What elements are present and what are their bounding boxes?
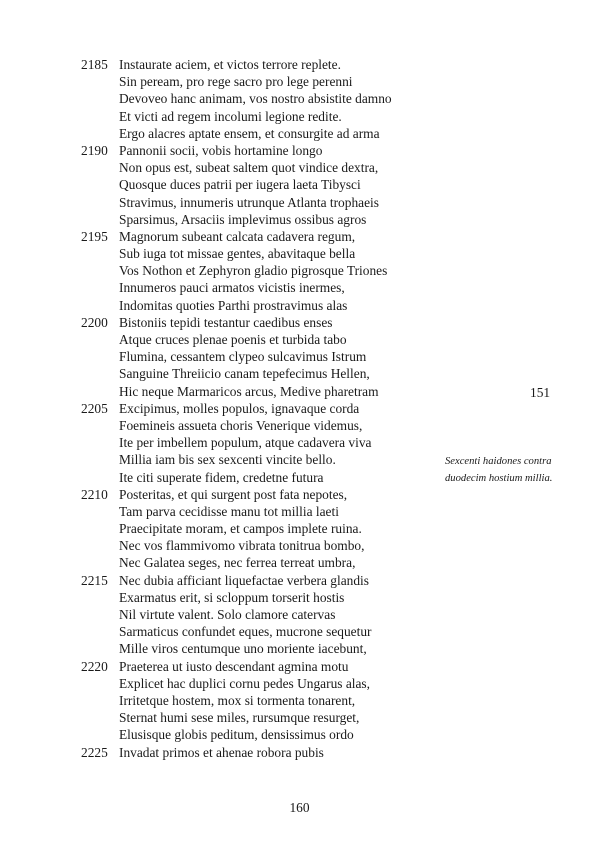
line-number: 2220 (81, 658, 108, 674)
verse-text: Sternat humi sese miles, rursumque resurget, (119, 710, 360, 726)
verse-block (81, 56, 441, 761)
verse-text: Elusisque globis peditum, densissimus ordo (119, 727, 354, 743)
verse-text: Non opus est, subeat saltem quot vindice dextra, (119, 160, 379, 176)
verse-text: Foemineis assueta choris Venerique videmus, (119, 417, 363, 433)
verse-line (81, 365, 441, 382)
verse-text: Nec Galatea seges, nec ferrea terreat umbra, (119, 555, 356, 571)
verse-line (81, 486, 441, 503)
verse-text: Atque cruces plenae poenis et turbida tabo (119, 332, 347, 347)
verse-text: Hic neque Marmaricos arcus, Medive pharetram (119, 383, 379, 399)
line-number: 2185 (81, 57, 108, 72)
verse-text: Nec vos flammivomo vibrata tonitrua bombo, (119, 538, 365, 554)
verse-line (81, 658, 441, 675)
line-number: 2210 (81, 486, 108, 502)
verse-line (81, 537, 441, 554)
verse-line (81, 90, 441, 107)
margin-reference-number: 151 (530, 384, 551, 400)
verse-text: Magnorum subeant calcata cadavera regum, (119, 228, 356, 244)
sidenote-line-2: duodecim hostium millia. (445, 472, 553, 484)
verse-text: Millia iam bis sex sexcenti vincite bello. (119, 452, 336, 468)
verse-line (81, 331, 441, 348)
verse-line (81, 383, 441, 400)
page-number: 160 (289, 800, 310, 815)
verse-line (81, 159, 441, 176)
verse-text: Irritetque hostem, mox si tormenta tonarent, (119, 692, 356, 708)
verse-text: Bistoniis tepidi testantur caedibus enses (119, 314, 333, 330)
line-number: 2205 (81, 400, 108, 416)
verse-line (81, 726, 441, 743)
verse-text: Sarmaticus confundet eques, mucrone sequetur (119, 624, 372, 640)
verse-line (81, 589, 441, 606)
sidenote-line-1: Sexcenti haidones contra (445, 455, 552, 467)
verse-line (81, 572, 441, 589)
verse-line (81, 417, 441, 434)
verse-line (81, 434, 441, 451)
verse-line (81, 142, 441, 159)
verse-line (81, 228, 441, 245)
verse-text: Instaurate aciem, et victos terrore replete. (119, 57, 341, 72)
verse-text: Stravimus, innumeris utrunque Atlanta trophaeis (119, 194, 379, 210)
verse-text: Excipimus, molles populos, ignavaque corda (119, 400, 360, 416)
verse-text: Sub iuga tot missae gentes, abavitaque bella (119, 246, 356, 262)
verse-text: Praecipitate moram, et campos implete ruina. (119, 521, 362, 537)
verse-line (81, 744, 441, 761)
verse-line (81, 400, 441, 417)
verse-text: Sin peream, pro rege sacro pro lege perenni (119, 74, 353, 90)
verse-text: Exarmatus erit, si scloppum torserit hostis (119, 589, 345, 605)
verse-line (81, 297, 441, 314)
verse-line (81, 503, 441, 520)
verse-line (81, 245, 441, 262)
verse-line (81, 108, 441, 125)
verse-line (81, 675, 441, 692)
verse-text: Posteritas, et qui surgent post fata nepotes, (119, 486, 348, 502)
verse-line (81, 211, 441, 228)
verse-line (81, 73, 441, 90)
verse-line (81, 125, 441, 142)
verse-line (81, 554, 441, 571)
verse-line (81, 348, 441, 365)
verse-line (81, 469, 441, 486)
verse-text: Devoveo hanc animam, vos nostro absistite damno (119, 91, 392, 107)
verse-line (81, 692, 441, 709)
verse-line (81, 314, 441, 331)
verse-line (81, 606, 441, 623)
verse-text: Et victi ad regem incolumi legione redite. (119, 108, 342, 124)
verse-line (81, 262, 441, 279)
line-number: 2190 (81, 142, 108, 158)
line-number: 2225 (81, 744, 108, 760)
verse-text: Ite per imbellem populum, atque cadavera viva (119, 435, 372, 451)
line-number: 2195 (81, 228, 108, 244)
verse-text: Nil virtute valent. Solo clamore catervas (119, 607, 336, 622)
verse-text: Mille viros centumque uno moriente iacebunt, (119, 641, 367, 657)
verse-line (81, 520, 441, 537)
verse-text: Explicet hac duplici cornu pedes Ungarus alas, (119, 675, 370, 691)
verse-text: Invadat primos et ahenae robora pubis (119, 744, 324, 760)
verse-line (81, 176, 441, 193)
verse-line (81, 279, 441, 296)
verse-text: Flumina, cessantem clypeo sulcavimus Istrum (119, 349, 367, 365)
verse-line (81, 451, 441, 468)
verse-text: Tam parva cecidisse manu tot millia laeti (119, 503, 339, 519)
verse-text: Nec dubia afficiant liquefactae verbera glandis (119, 572, 369, 588)
verse-line (81, 623, 441, 640)
verse-line (81, 56, 441, 73)
verse-text: Ite citi superate fidem, credetne futura (119, 469, 324, 485)
line-number: 2200 (81, 314, 108, 330)
verse-text: Sparsimus, Arsaciis implevimus ossibus agros (119, 211, 367, 227)
verse-text: Praeterea ut iusto descendant agmina motu (119, 658, 349, 674)
line-number: 2215 (81, 572, 108, 588)
verse-line (81, 640, 441, 657)
verse-text: Quosque duces patrii per iugera laeta Tibysci (119, 177, 361, 193)
verse-text: Indomitas quoties Parthi prostravimus alas (119, 297, 348, 313)
verse-text: Innumeros pauci armatos vicistis inermes, (119, 280, 345, 296)
verse-text: Sanguine Threiicio canam tepefecimus Hellen, (119, 366, 370, 382)
verse-text: Pannonii socii, vobis hortamine longo (119, 142, 323, 158)
verse-text: Vos Nothon et Zephyron gladio pigrosque Triones (119, 263, 388, 279)
verse-text: Ergo alacres aptate ensem, et consurgite ad arma (119, 125, 380, 141)
verse-line (81, 709, 441, 726)
verse-line (81, 194, 441, 211)
